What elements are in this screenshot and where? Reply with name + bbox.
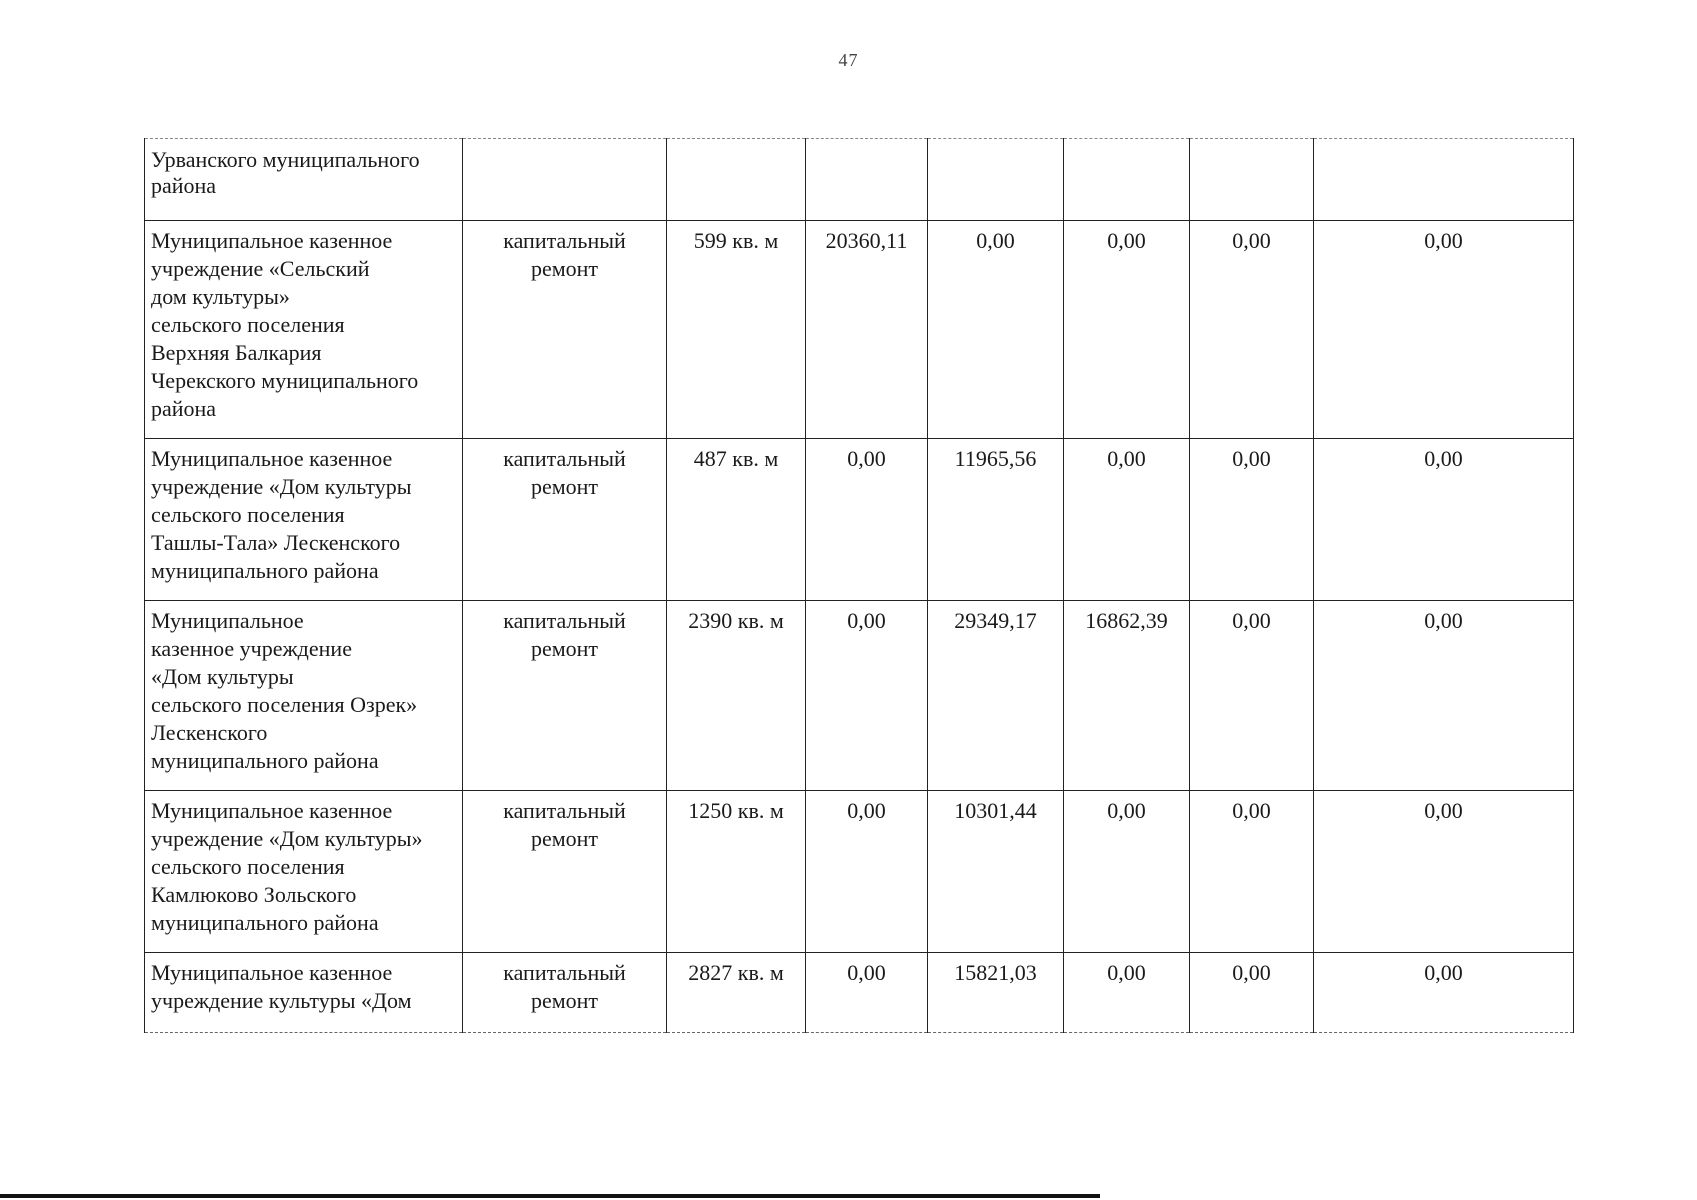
- area-cell: [667, 139, 806, 221]
- amount-cell-3: [1064, 139, 1190, 221]
- table-row: [145, 221, 1574, 439]
- amount-cell-3: 0,00: [1064, 439, 1190, 601]
- amount-cell-3: 16862,39: [1064, 601, 1190, 791]
- institution-name-cell: Муниципальное казенное учреждение культуры «Дом: [145, 953, 463, 1033]
- amount-cell-1: [806, 139, 928, 221]
- amount-cell-2: 10301,44: [928, 791, 1064, 953]
- page-number: 47: [838, 50, 859, 70]
- amount-cell-2: 0,00: [928, 221, 1064, 439]
- amount-cell-2: 29349,17: [928, 601, 1064, 791]
- amount-cell-2: [928, 139, 1064, 221]
- table-row: [145, 953, 1574, 1033]
- amount-cell-5: [1314, 139, 1574, 221]
- amount-cell-1: 0,00: [806, 953, 928, 1033]
- amount-cell-4: [1190, 139, 1314, 221]
- amount-cell-1: 0,00: [806, 601, 928, 791]
- funding-table: [144, 138, 1574, 1033]
- area-cell: 2390 кв. м: [667, 601, 806, 791]
- amount-cell-5: 0,00: [1314, 791, 1574, 953]
- area-cell: 487 кв. м: [667, 439, 806, 601]
- area-cell: 1250 кв. м: [667, 791, 806, 953]
- amount-cell-5: 0,00: [1314, 439, 1574, 601]
- table-row: [145, 601, 1574, 791]
- amount-cell-4: 0,00: [1190, 439, 1314, 601]
- institution-name-cell: Муниципальное казенное учреждение «Дом культуры» сельского поселения Камлюково Зольского муниципального района: [145, 791, 463, 953]
- work-type-cell: капитальный ремонт: [463, 791, 667, 953]
- scan-bottom-rule: [0, 1194, 1100, 1198]
- table-row: [145, 439, 1574, 601]
- work-type-cell: капитальный ремонт: [463, 953, 667, 1033]
- table-row: [145, 791, 1574, 953]
- area-cell: 599 кв. м: [667, 221, 806, 439]
- amount-cell-1: 20360,11: [806, 221, 928, 439]
- amount-cell-3: 0,00: [1064, 221, 1190, 439]
- institution-name-cell: Муниципальное казенное учреждение «Сельский дом культуры» сельского поселения Верхняя Балкария Черекского муниципального района: [145, 221, 463, 439]
- work-type-cell: капитальный ремонт: [463, 601, 667, 791]
- institution-name-cell: Муниципальное казенное учреждение «Дом культуры сельского поселения Озрек» Лескенского муниципального района: [145, 601, 463, 791]
- institution-name-cell: Муниципальное казенное учреждение «Дом культуры сельского поселения Ташлы-Тала» Лескенского муниципального района: [145, 439, 463, 601]
- amount-cell-4: 0,00: [1190, 221, 1314, 439]
- institution-name-cell: Урванского муниципального района: [145, 139, 463, 221]
- amount-cell-5: 0,00: [1314, 601, 1574, 791]
- amount-cell-2: 15821,03: [928, 953, 1064, 1033]
- amount-cell-5: 0,00: [1314, 221, 1574, 439]
- amount-cell-4: 0,00: [1190, 791, 1314, 953]
- work-type-cell: капитальный ремонт: [463, 439, 667, 601]
- work-type-cell: капитальный ремонт: [463, 221, 667, 439]
- table-row: [145, 139, 1574, 221]
- amount-cell-2: 11965,56: [928, 439, 1064, 601]
- amount-cell-3: 0,00: [1064, 791, 1190, 953]
- amount-cell-5: 0,00: [1314, 953, 1574, 1033]
- amount-cell-3: 0,00: [1064, 953, 1190, 1033]
- amount-cell-4: 0,00: [1190, 953, 1314, 1033]
- area-cell: 2827 кв. м: [667, 953, 806, 1033]
- amount-cell-4: 0,00: [1190, 601, 1314, 791]
- work-type-cell: [463, 139, 667, 221]
- amount-cell-1: 0,00: [806, 791, 928, 953]
- amount-cell-1: 0,00: [806, 439, 928, 601]
